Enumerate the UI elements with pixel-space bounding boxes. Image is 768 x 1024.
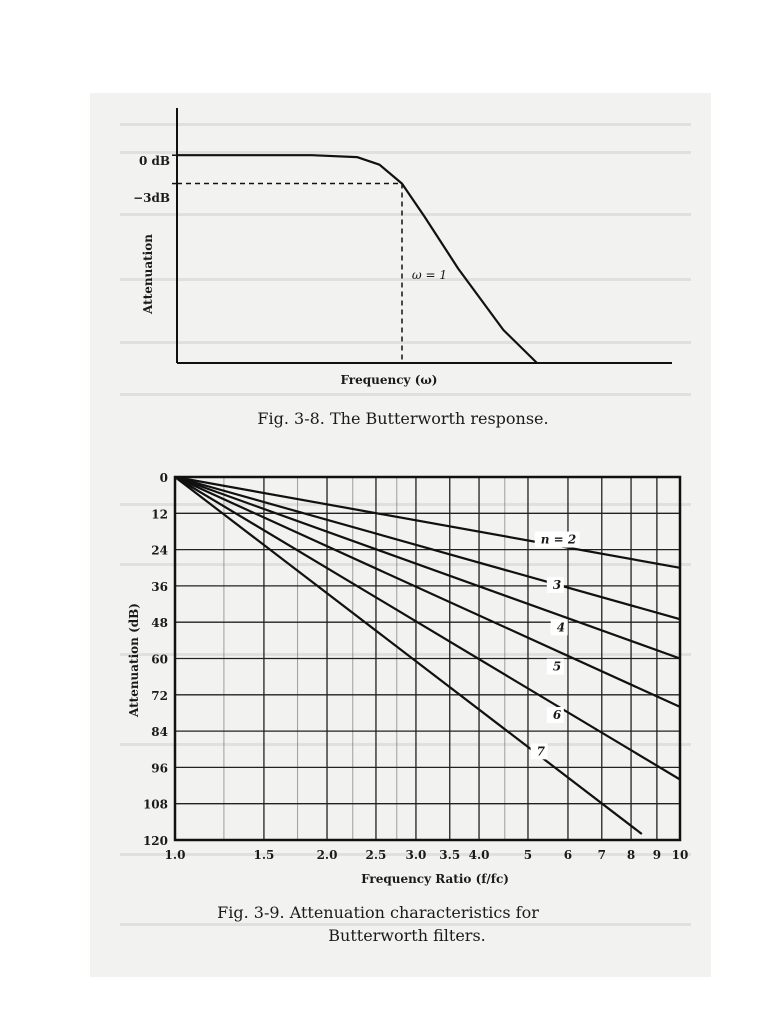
attenuation-characteristics-chart bbox=[127, 471, 688, 945]
fig2-caption-line-1: Fig. 3-9. Attenuation characteristics for bbox=[217, 903, 539, 922]
fig2-x-tick-label: 3.0 bbox=[405, 848, 427, 862]
fig2-series-label-3: 3 bbox=[552, 577, 562, 592]
fig2-x-tick-label: 4.0 bbox=[468, 848, 490, 862]
fig2-series-line-4 bbox=[175, 477, 680, 659]
fig2-x-tick-label: 6 bbox=[563, 848, 573, 862]
fig2-x-tick-label: 3.5 bbox=[439, 848, 461, 862]
fig2-x-tick-label: 2.5 bbox=[365, 848, 387, 862]
fig2-x-tick-label: 2.0 bbox=[316, 848, 338, 862]
fig2-y-tick-label: 84 bbox=[151, 725, 168, 740]
fig2-x-axis-title: Frequency Ratio (f/fc) bbox=[361, 872, 509, 886]
fig2-y-tick-label: 48 bbox=[151, 616, 168, 631]
fig2-series-line-5 bbox=[175, 477, 680, 707]
fig2-y-tick-label: 96 bbox=[151, 761, 168, 776]
fig2-x-tick-label: 7 bbox=[597, 848, 606, 862]
fig2-y-tick-label: 120 bbox=[142, 834, 168, 848]
fig1-y-tick-3db: −3dB bbox=[133, 191, 170, 205]
fig2-series-line-7 bbox=[175, 477, 642, 834]
fig2-y-tick-label: 36 bbox=[151, 579, 168, 594]
fig2-caption-line-2: Butterworth filters. bbox=[328, 926, 486, 945]
fig2-series-label-6: 6 bbox=[552, 708, 562, 722]
fig1-x-axis-title: Frequency (ω) bbox=[340, 373, 438, 387]
fig2-y-tick-label: 24 bbox=[151, 543, 168, 558]
fig2-x-tick-label: 10 bbox=[671, 848, 689, 862]
fig1-cutoff-annotation: ω = 1 bbox=[411, 268, 447, 282]
fig2-y-tick-label: 108 bbox=[142, 797, 168, 812]
fig2-y-tick-label: 72 bbox=[151, 688, 168, 703]
fig2-x-tick-label: 8 bbox=[626, 848, 636, 862]
fig2-series-label-4: 4 bbox=[556, 620, 566, 635]
fig2-x-tick-label: 1.0 bbox=[164, 848, 186, 862]
fig1-y-axis-title: Attenuation bbox=[141, 234, 155, 314]
fig2-series-label-5: 5 bbox=[552, 659, 562, 674]
fig2-y-tick-label: 0 bbox=[159, 471, 168, 485]
fig2-x-tick-label: 9 bbox=[652, 848, 662, 862]
fig2-series-label-2: n = 2 bbox=[540, 532, 577, 547]
fig2-y-tick-label: 12 bbox=[151, 507, 168, 522]
fig2-y-axis-title: Attenuation (dB) bbox=[127, 603, 141, 717]
fig2-series-line-3 bbox=[175, 477, 680, 619]
fig2-y-tick-label: 60 bbox=[151, 652, 168, 667]
fig1-response-curve bbox=[177, 155, 537, 363]
fig2-x-tick-label: 1.5 bbox=[253, 848, 275, 862]
fig1-caption: Fig. 3-8. The Butterworth response. bbox=[257, 409, 549, 428]
fig2-x-tick-label: 5 bbox=[523, 848, 533, 862]
fig2-series-label-7: 7 bbox=[536, 744, 545, 759]
butterworth-response-chart bbox=[133, 108, 672, 428]
fig1-y-tick-0db: 0 dB bbox=[138, 154, 170, 168]
